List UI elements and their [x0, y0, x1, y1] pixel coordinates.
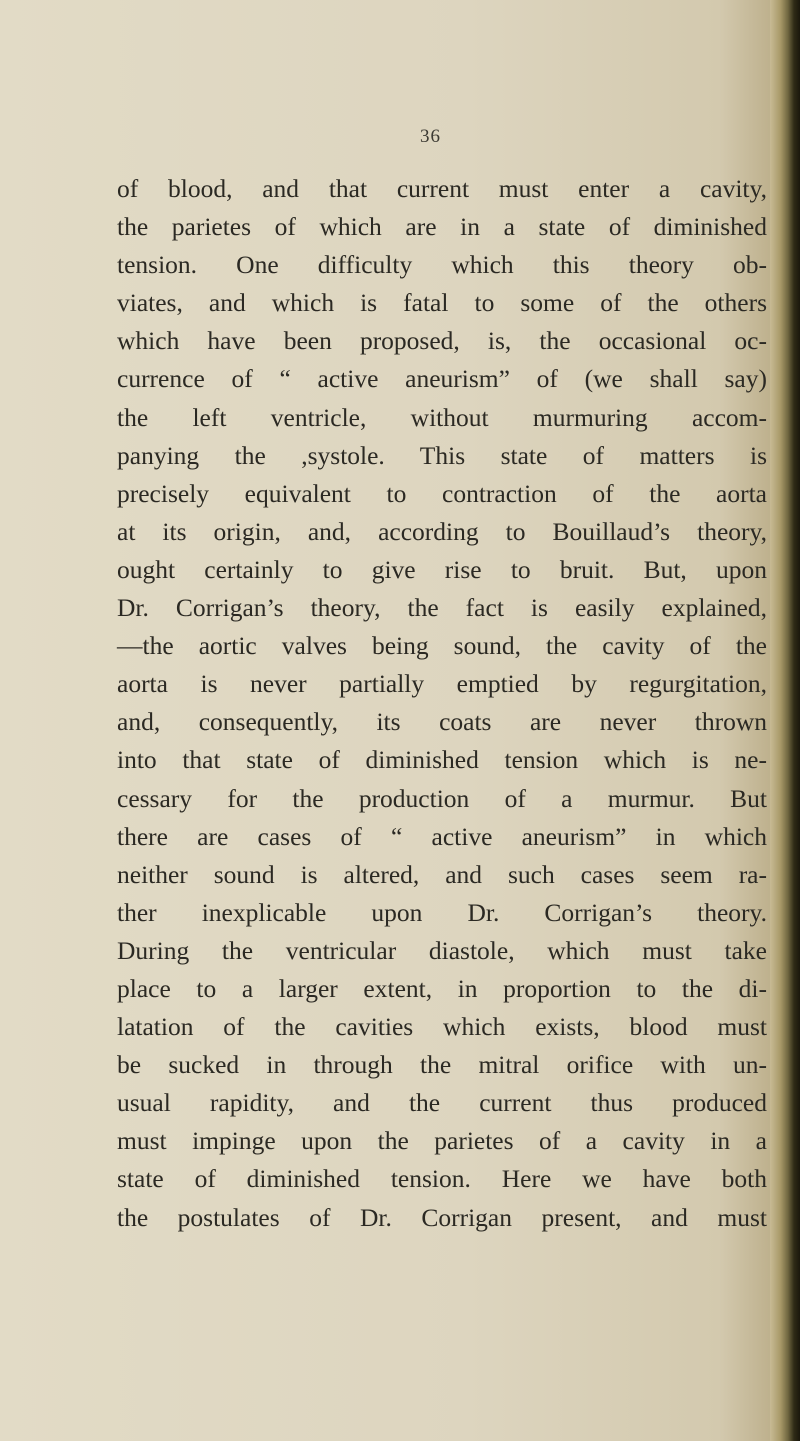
- text-line: During the ventricular diastole, which must take: [117, 935, 767, 965]
- text-line: state of diminished tension. Here we have both: [117, 1164, 767, 1194]
- page-number: 36: [420, 126, 441, 147]
- text-line: neither sound is altered, and such cases seem ra-: [117, 859, 767, 889]
- text-line: ther inexplicable upon Dr. Corrigan’s theory.: [117, 897, 767, 927]
- text-line: be sucked in through the mitral orifice with un-: [117, 1050, 767, 1080]
- text-line: tension. One difficulty which this theory ob-: [117, 250, 767, 280]
- text-line: panying the ,systole. This state of matters is: [117, 440, 767, 470]
- text-line: which have been proposed, is, the occasional oc-: [117, 326, 767, 356]
- text-line: must impinge upon the parietes of a cavity in a: [117, 1126, 767, 1156]
- text-line: cessary for the production of a murmur. But: [117, 783, 767, 813]
- text-line: and, consequently, its coats are never thrown: [117, 707, 767, 737]
- text-line: usual rapidity, and the current thus produced: [117, 1088, 767, 1118]
- text-line: place to a larger extent, in proportion to the di-: [117, 973, 767, 1003]
- text-line: the left ventricle, without murmuring accom-: [117, 402, 767, 432]
- text-line: —the aortic valves being sound, the cavity of the: [117, 631, 767, 661]
- text-line: Dr. Corrigan’s theory, the fact is easily explained,: [117, 593, 767, 623]
- text-line: ought certainly to give rise to bruit. But, upon: [117, 554, 767, 584]
- text-line: the postulates of Dr. Corrigan present, and must: [117, 1202, 767, 1232]
- text-line: of blood, and that current must enter a cavity,: [117, 174, 767, 203]
- text-line: the parietes of which are in a state of diminished: [117, 212, 767, 242]
- text-line: currence of “ active aneurism” of (we shall say): [117, 364, 767, 394]
- body-text: [117, 170, 767, 1237]
- text-line: into that state of diminished tension which is ne-: [117, 745, 767, 775]
- text-line: there are cases of “ active aneurism” in which: [117, 821, 767, 851]
- page-edge-shadow: [770, 0, 800, 1441]
- text-line: precisely equivalent to contraction of the aorta: [117, 478, 767, 508]
- text-line: aorta is never partially emptied by regurgitation,: [117, 669, 767, 699]
- text-line: at its origin, and, according to Bouillaud’s theory,: [117, 516, 767, 546]
- text-line: latation of the cavities which exists, blood must: [117, 1012, 767, 1042]
- text-line: viates, and which is fatal to some of the others: [117, 288, 767, 318]
